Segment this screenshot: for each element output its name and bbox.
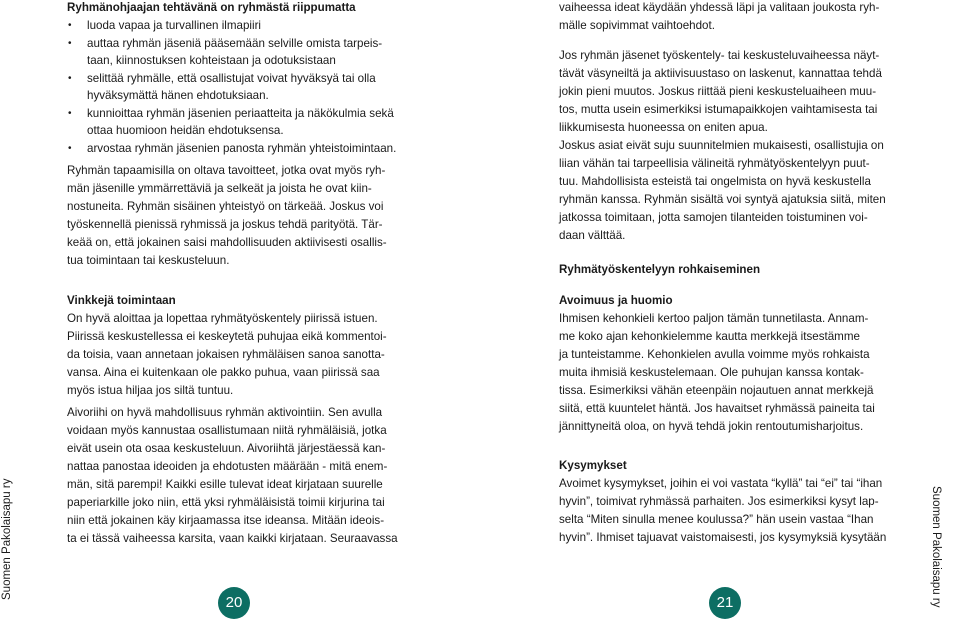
paragraph: On hyvä aloittaa ja lopettaa ryhmätyöskentely piirissä istuen. Piirissä keskustellessa ei keskeytetä puhujaa eikä kommentoi- da toisia, vaan annetaan jokaisen ryhmäläisen sanoa sanotta- vansa. Aina ei kuitenkaan ole pakko puhua, vaan piirissä saa myös istua hiljaa jos siltä tuntuu. [67, 312, 387, 397]
list-item: • selittää ryhmälle, että osallistujat voivat hyväksyä tai olla hyväksymättä hänen ehdotuksiaan. [67, 70, 407, 105]
heading-ohjaajan-tehtavat: Ryhmänohjaajan tehtävänä on ryhmästä riippumatta [67, 1, 356, 14]
paragraph: Avoimet kysymykset, joihin ei voi vastata “kyllä” tai “ei” tai “ihan hyvin”, toimivat ryhmässä parhaiten. Jos esimerkiksi kysyt lap- selta “Miten sinulla menee koulussa?” hän usein vastaa “Ihan hyvin”. Ihmiset tajuavat vaistomaisesti, jos kysymyksiä kysytään [559, 477, 887, 544]
left-page [67, 0, 407, 157]
page-number-left: 20 [218, 587, 250, 619]
heading-vinkkeja: Vinkkejä toimintaan [67, 294, 176, 307]
right-paragraph-1 [559, 0, 904, 35]
duties-list [67, 17, 407, 157]
right-heading-rohkaiseminen [559, 261, 904, 279]
list-item: • auttaa ryhmän jäseniä pääsemään selville omista tarpeis- taan, kiinnostuksen kohteistaan ja odotuksistaan [67, 35, 407, 70]
left-section-vinkkeja [67, 292, 412, 400]
right-paragraph-2 [559, 47, 904, 245]
left-side-label: Suomen Pakolaisapu ry [1, 478, 13, 600]
right-side-label: Suomen Pakolaisapu ry [930, 486, 942, 608]
right-section-avoimuus [559, 292, 904, 436]
right-section-kysymykset [559, 457, 904, 547]
heading-kysymykset: Kysymykset [559, 459, 627, 472]
left-paragraph-1 [67, 162, 412, 270]
heading-rohkaiseminen: Ryhmätyöskentelyyn rohkaiseminen [559, 263, 761, 276]
list-item: • luoda vapaa ja turvallinen ilmapiiri [67, 17, 407, 35]
left-paragraph-3 [67, 404, 412, 548]
paragraph: Ryhmän tapaamisilla on oltava tavoitteet, jotka ovat myös ryh- män jäsenille ymmärrettäviä ja selkeät ja joista he ovat kiin- nostuneita. Ryhmän sisäinen yhteistyö on tärkeää. Joskus voi työskennellä pienissä ryhmissä ja joskus tehdä parityötä. Tär- keää on, että jokainen saisi mahdollisuuden aktiivisesti osallis- tua toimintaan tai keskusteluun. [67, 164, 387, 267]
list-item: • kunnioittaa ryhmän jäsenien periaatteita ja näkökulmia sekä ottaa huomioon heidän ehdotuksensa. [67, 105, 407, 140]
list-item: • arvostaa ryhmän jäsenien panosta ryhmän yhteistoimintaan. [67, 140, 407, 158]
paragraph: vaiheessa ideat käydään yhdessä läpi ja valitaan joukosta ryh- mälle sopivimmat vaihtoehdot. [559, 1, 880, 32]
page-number-right: 21 [709, 587, 741, 619]
paragraph: Ihmisen kehonkieli kertoo paljon tämän tunnetilasta. Annam- me koko ajan kehonkielemme kautta merkkejä itsestämme ja tunteistamme. Kehonkielen avulla voimme myös rohkaista muita ihmisiä keskustelemaan. Ole puhujan kanssa kontak- tissa. Esimerkiksi vähän eteenpäin nojautuen annat merkkejä siitä, että kuuntelet häntä. Jos havaitset ryhmässä paineita tai jännittyneitä oloa, on hyvä tehdä jokin rentoutumisharjoitus. [559, 312, 875, 433]
heading-avoimuus: Avoimuus ja huomio [559, 294, 673, 307]
paragraph: Aivoriihi on hyvä mahdollisuus ryhmän aktivointiin. Sen avulla voidaan myös kannustaa osallistumaan niitä ryhmäläisiä, jotka eivät usein ota osaa keskusteluun. Aivoriihtä järjestäessä kan- nattaa panostaa ideoiden ja ehdotusten määrään - mitä enem- män, sitä parempi! Kaikki esille tulevat ideat kirjataan suurelle paperiarkille joko niin, että yksi ryhmäläisistä toimii kirjurina tai niin että jokainen käy kirjaamassa itse ideansa. Mitään ideois- ta ei tässä vaiheessa karsita, vaan kaikki kirjataan. Seuraavassa [67, 406, 398, 545]
paragraph: Jos ryhmän jäsenet työskentely- tai keskusteluvaiheessa näyt- tävät väsyneiltä ja aktiivisuustaso on laskenut, kannattaa tehdä jokin pieni muutos. Joskus riittää pieni keskusteluaiheen muu- tos, mutta usein esimerkiksi istumapaikkojen vaihtamisesta tai liikkumisesta huoneessa on eniten apua. Joskus asiat eivät suju suunnitelmien mukaisesti, osallistujia on liian vähän tai tarpeellisia välineitä ryhmätyöskentelyyn puut- tuu. Mahdollisista esteistä tai ongelmista on hyvä keskustella ryhmän kanssa. Ryhmän sisältä voi syntyä ajatuksia siitä, miten jatkossa toimitaan, jotta samojen tilanteiden toistuminen voi- daan välttää. [559, 49, 886, 242]
